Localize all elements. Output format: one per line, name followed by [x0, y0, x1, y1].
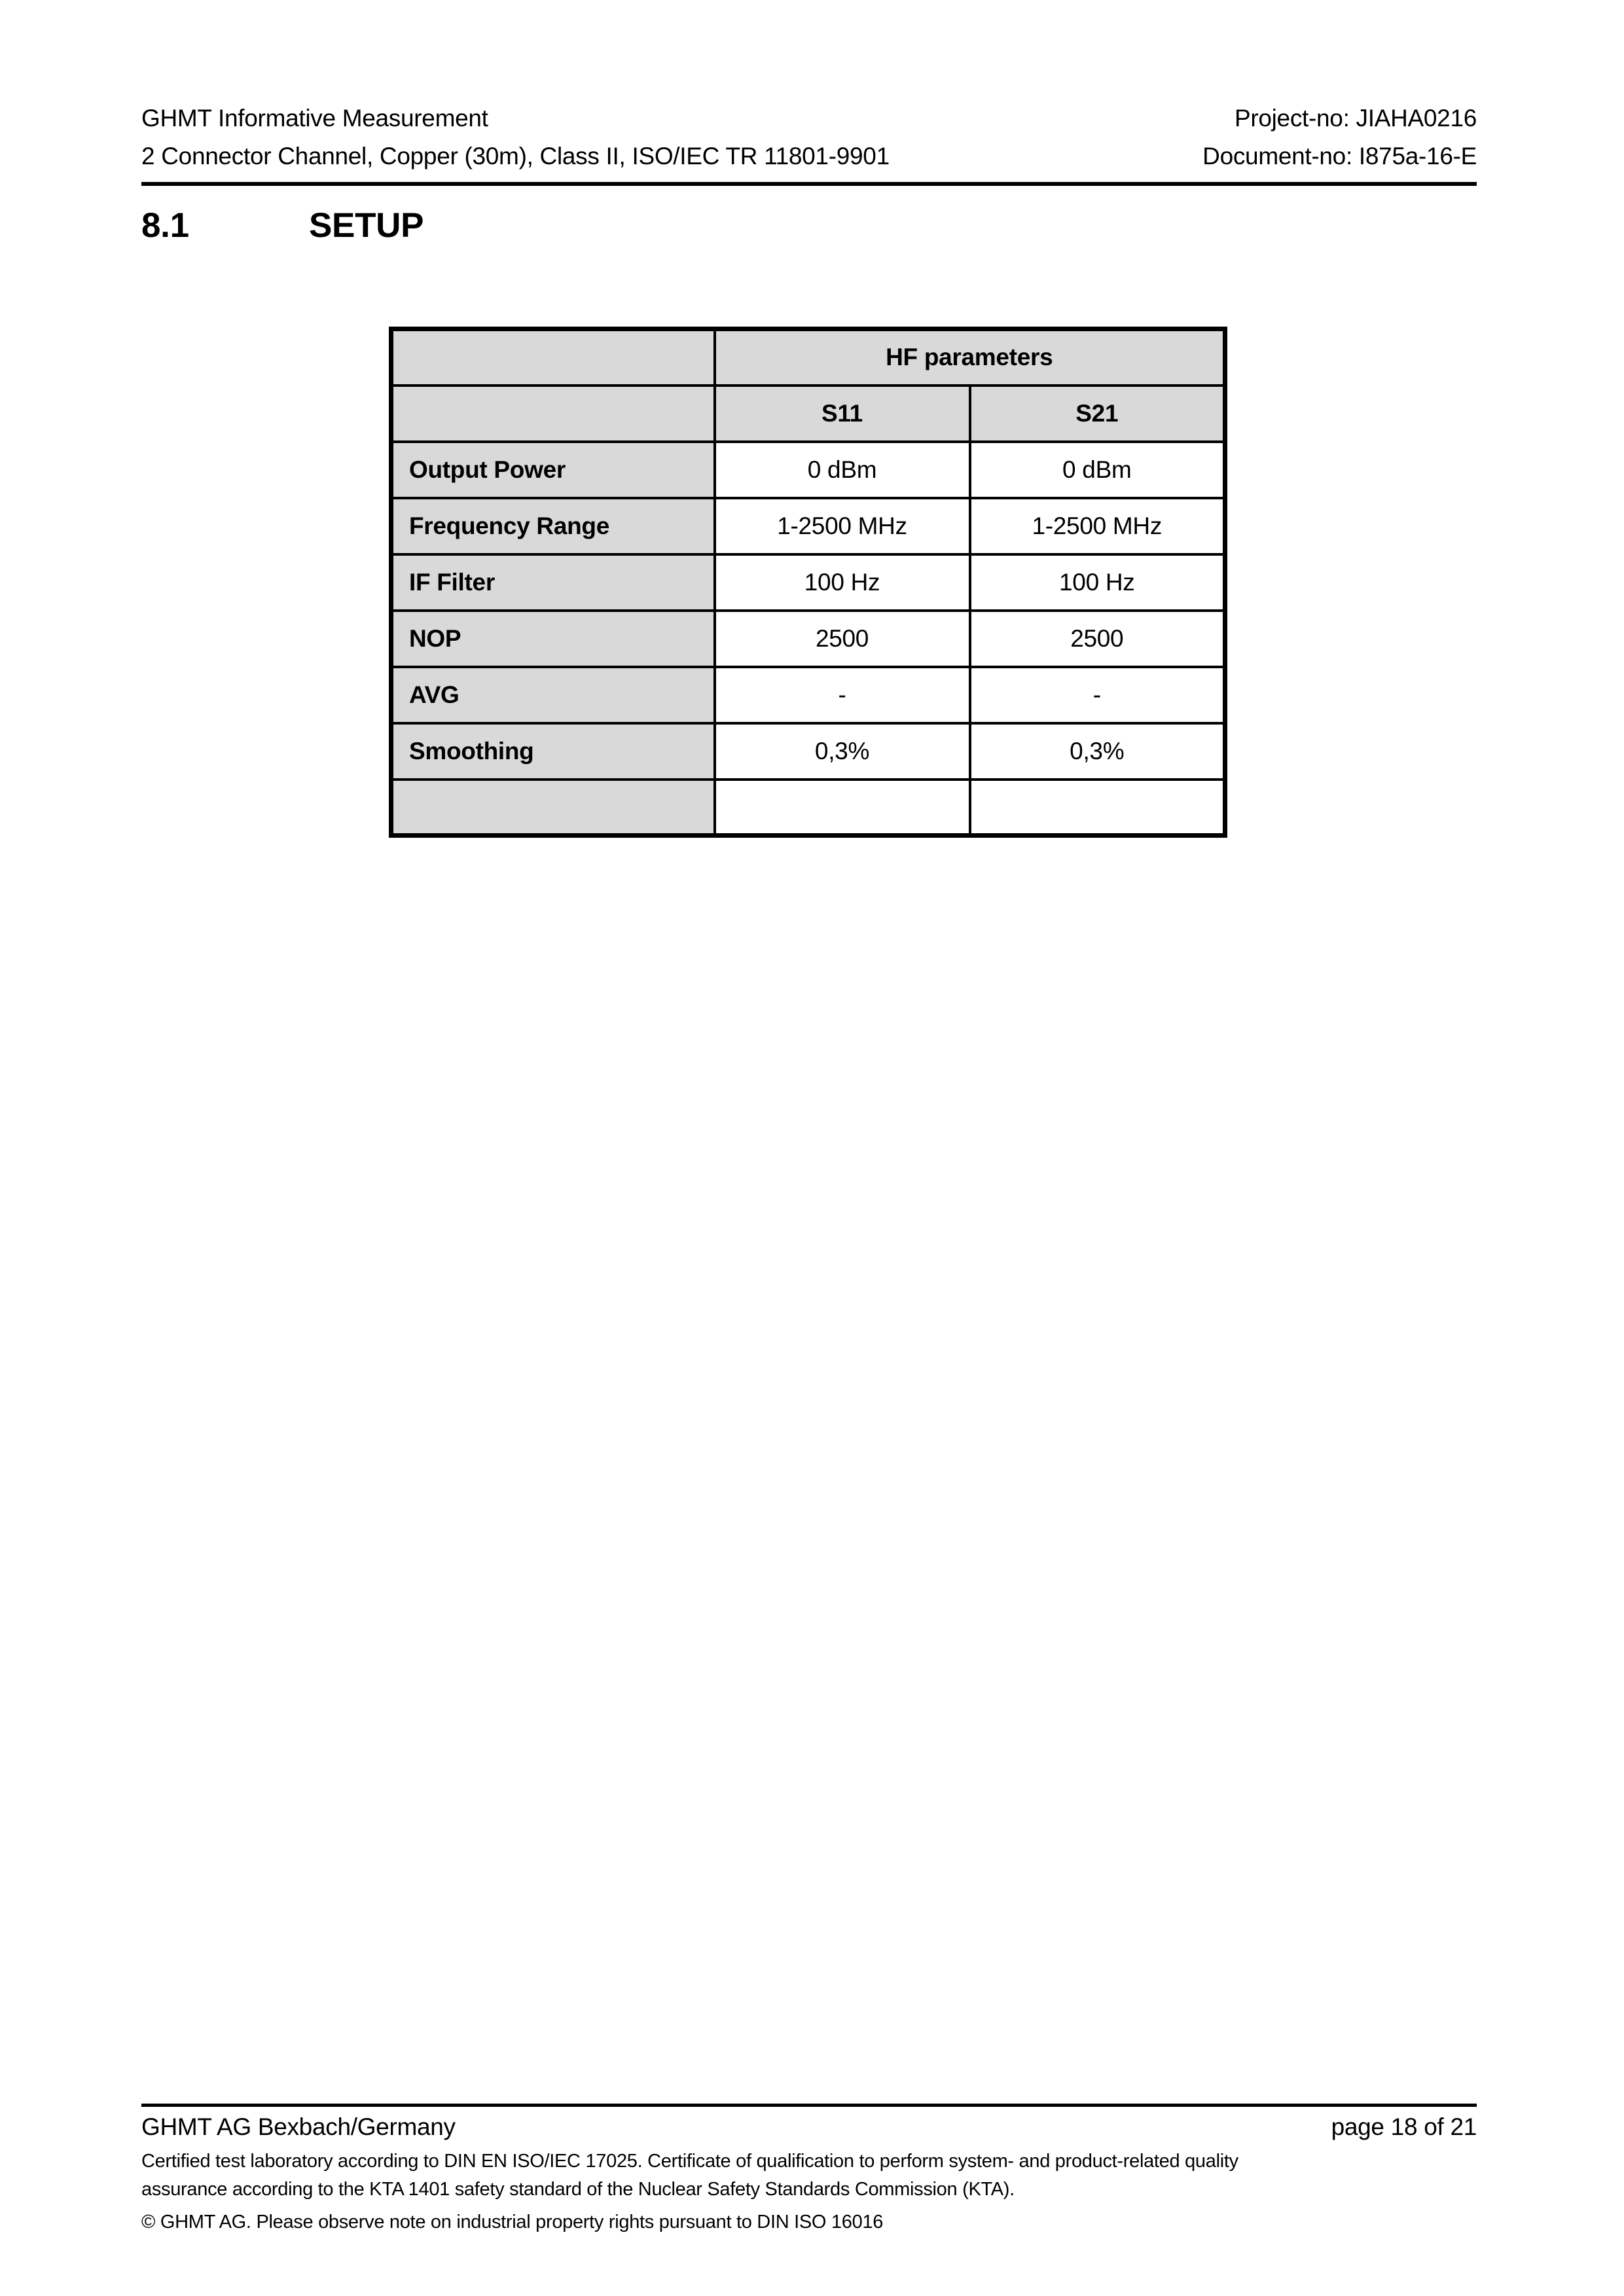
row-label: AVG	[391, 667, 715, 723]
value-cell: -	[715, 667, 970, 723]
table-column-header-row	[391, 386, 1225, 442]
value-cell: 100 Hz	[970, 554, 1225, 611]
footer-certification-text	[141, 2147, 1477, 2236]
table-row	[391, 554, 1225, 611]
value-cell: -	[970, 667, 1225, 723]
page-indicator: page 18 of 21	[1331, 2113, 1477, 2140]
certification-line-1: Certified test laboratory according to DIN EN ISO/IEC 17025. Certificate of qualification to perform system- and product-related quality	[141, 2151, 1238, 2172]
page-footer	[141, 2104, 1477, 2236]
table-row	[391, 667, 1225, 723]
certification-line-2: assurance according to the KTA 1401 safety standard of the Nuclear Safety Standards Commission (KTA).	[141, 2179, 1015, 2200]
group-header-cell: HF parameters	[715, 329, 1225, 386]
value-cell: 0,3%	[715, 723, 970, 780]
value-cell: 2500	[715, 611, 970, 667]
table-row	[391, 442, 1225, 498]
row-label: Frequency Range	[391, 498, 715, 554]
table-row	[391, 611, 1225, 667]
header-row-2	[141, 137, 1477, 175]
empty-corner-cell	[391, 329, 715, 386]
project-number: Project-no: JIAHA0216	[1234, 105, 1477, 132]
hf-parameters-table	[389, 327, 1227, 838]
table-empty-row	[391, 780, 1225, 836]
value-cell: 0 dBm	[970, 442, 1225, 498]
copyright-notice: © GHMT AG. Please observe note on industrial property rights pursuant to DIN ISO 16016	[141, 2212, 884, 2233]
row-label: Smoothing	[391, 723, 715, 780]
table-row	[391, 723, 1225, 780]
column-header-s21: S21	[970, 386, 1225, 442]
section-number: 8.1	[141, 206, 189, 245]
table-group-header-row	[391, 329, 1225, 386]
document-number: Document-no: I875a-16-E	[1202, 143, 1477, 170]
report-title: GHMT Informative Measurement	[141, 105, 488, 132]
report-subtitle: 2 Connector Channel, Copper (30m), Class II, ISO/IEC TR 11801-9901	[141, 143, 890, 170]
section-heading	[141, 204, 424, 247]
company-name: GHMT AG Bexbach/Germany	[141, 2113, 456, 2140]
value-cell: 0 dBm	[715, 442, 970, 498]
footer-main-row	[141, 2107, 1477, 2147]
page-header	[141, 99, 1477, 186]
column-header-s11: S11	[715, 386, 970, 442]
empty-label-cell	[391, 386, 715, 442]
row-label: NOP	[391, 611, 715, 667]
value-cell: 1-2500 MHz	[715, 498, 970, 554]
value-cell: 100 Hz	[715, 554, 970, 611]
header-row-1	[141, 99, 1477, 137]
value-cell: 0,3%	[970, 723, 1225, 780]
section-title: SETUP	[309, 206, 424, 245]
value-cell: 1-2500 MHz	[970, 498, 1225, 554]
empty-label-cell	[391, 780, 715, 836]
table-row	[391, 498, 1225, 554]
row-label: Output Power	[391, 442, 715, 498]
row-label: IF Filter	[391, 554, 715, 611]
empty-value-cell	[970, 780, 1225, 836]
header-divider	[141, 182, 1477, 186]
value-cell: 2500	[970, 611, 1225, 667]
empty-value-cell	[715, 780, 970, 836]
